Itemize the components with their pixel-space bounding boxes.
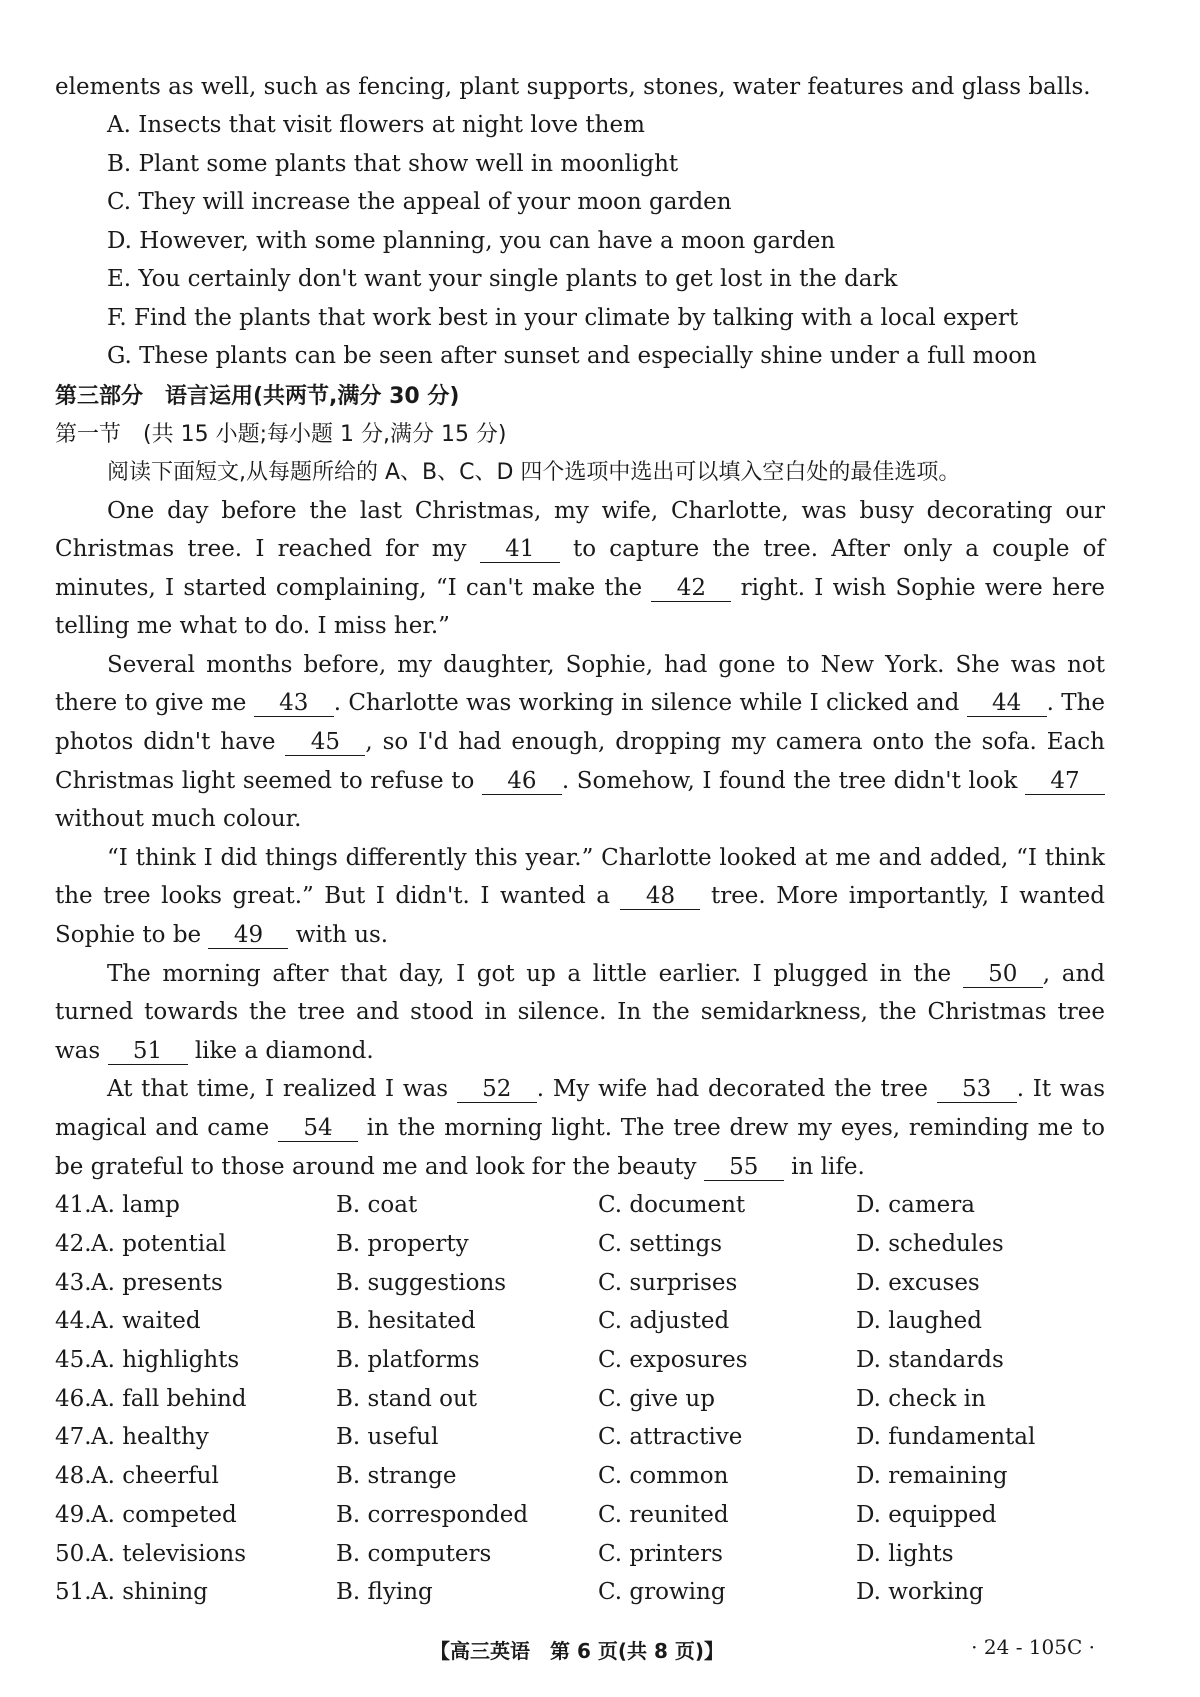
choice-c: C. printers xyxy=(598,1540,723,1567)
answer-choices xyxy=(55,1186,1105,1612)
choice-d: D. camera xyxy=(856,1192,975,1219)
blank-51: 51 xyxy=(108,1038,188,1065)
choice-a: A. lamp xyxy=(91,1192,180,1219)
choice-b: B. strange xyxy=(336,1463,457,1490)
instruction-text: 阅读下面短文,从每题所给的 A、B、C、D 四个选项中选出可以填入空白处的最佳选项。 xyxy=(107,459,961,485)
blank-43: 43 xyxy=(254,690,334,717)
choice-b: B. stand out xyxy=(336,1385,478,1412)
choice-b: B. platforms xyxy=(336,1347,480,1373)
blank-52: 52 xyxy=(457,1076,537,1103)
choice-a: A. fall behind xyxy=(91,1385,247,1412)
choice-b: B. hesitated xyxy=(336,1308,476,1335)
option-f: F. Find the plants that work best in your climate by talking with a local expert xyxy=(107,304,1019,331)
choice-d: D. standards xyxy=(856,1347,1004,1373)
choice-a: A. healthy xyxy=(91,1424,209,1451)
choice-row-42 xyxy=(55,1225,1105,1264)
blank-44: 44 xyxy=(967,690,1047,717)
option-a: A. Insects that visit flowers at night love them xyxy=(107,112,645,138)
choice-b: B. flying xyxy=(336,1579,433,1606)
question-number: 41. xyxy=(55,1192,92,1219)
option-g: G. These plants can be seen after sunset and especially shine under a full moon xyxy=(107,343,1037,369)
blank-47: 47 xyxy=(1025,768,1105,795)
question-number: 42. xyxy=(55,1230,92,1257)
choice-d: D. working xyxy=(856,1579,984,1606)
question-number: 46. xyxy=(55,1385,92,1412)
choice-row-50 xyxy=(55,1535,1105,1574)
choice-c: C. exposures xyxy=(598,1347,748,1373)
choice-a: A. potential xyxy=(91,1230,227,1257)
previous-options-list xyxy=(55,106,1105,376)
passage-paragraph-4: The morning after that day, I got up a little earlier. I plugged in the 50 , and turned towards the tree and stood in silence. In the semidarkness, the Christmas tree was 51 like a diamond. xyxy=(55,960,1105,1064)
option-b: B. Plant some plants that show well in moonlight xyxy=(107,150,679,177)
blank-41: 41 xyxy=(480,536,560,563)
passage-paragraph-1: One day before the last Christmas, my wife, Charlotte, was busy decorating our Christmas tree. I reached for my 41 to capture the tree. After only a couple of minutes, I started complaining, “I can't make the 42 right. I wish Sophie were here telling me what to do. I miss her.” xyxy=(55,497,1106,640)
choice-d: D. fundamental xyxy=(856,1424,1036,1451)
choice-d: D. check in xyxy=(856,1385,986,1412)
choice-d: D. laughed xyxy=(856,1308,982,1335)
choice-c: C. give up xyxy=(598,1385,715,1412)
question-number: 50. xyxy=(55,1540,92,1567)
question-number: 49. xyxy=(55,1501,92,1528)
choice-b: B. coat xyxy=(336,1192,418,1219)
choice-row-48 xyxy=(55,1457,1105,1496)
choice-c: C. common xyxy=(598,1463,729,1490)
blank-50: 50 xyxy=(963,961,1043,988)
passage-paragraph-3: “I think I did things differently this year.” Charlotte looked at me and added, “I think the tree looks great.” But I didn't. I wanted a 48 tree. More importantly, I wanted Sophie to be 49 with us. xyxy=(55,844,1105,949)
option-e: E. You certainly don't want your single plants to get lost in the dark xyxy=(107,266,898,292)
option-d: D. However, with some planning, you can have a moon garden xyxy=(107,227,836,254)
choice-row-46 xyxy=(55,1380,1105,1419)
passage-paragraph-2: Several months before, my daughter, Sophie, had gone to New York. She was not there to give me 43 . Charlotte was working in silence while I clicked and 44 . The photos didn't have 45 , so I'd had enough, dropping my camera onto the sofa. Each Christmas light seemed to refuse to 46 . Somehow, I found the tree didn't look 47 without much colour. xyxy=(55,651,1106,833)
part3-title: 第三部分 语言运用(共两节,满分 30 分) xyxy=(55,383,460,409)
choice-a: A. highlights xyxy=(91,1347,240,1373)
choice-c: C. attractive xyxy=(598,1424,743,1451)
question-number: 51. xyxy=(55,1579,92,1606)
footer-exam-code: · 24 - 105C · xyxy=(971,1635,1095,1659)
choice-b: B. corresponded xyxy=(336,1501,529,1528)
choice-row-49 xyxy=(55,1496,1105,1535)
blank-48: 48 xyxy=(620,883,700,910)
choice-b: B. useful xyxy=(336,1424,439,1451)
choice-row-44 xyxy=(55,1302,1105,1341)
choice-d: D. excuses xyxy=(856,1269,980,1296)
choice-c: C. reunited xyxy=(598,1501,729,1528)
choice-row-43 xyxy=(55,1264,1105,1303)
option-c: C. They will increase the appeal of your moon garden xyxy=(107,189,732,215)
blank-42: 42 xyxy=(651,575,731,602)
choice-a: A. shining xyxy=(91,1579,208,1606)
choice-a: A. televisions xyxy=(91,1540,247,1567)
question-number: 43. xyxy=(55,1269,92,1296)
blank-49: 49 xyxy=(208,922,288,949)
blank-45: 45 xyxy=(285,729,365,756)
choice-a: A. waited xyxy=(91,1308,201,1335)
question-number: 44. xyxy=(55,1308,92,1335)
blank-46: 46 xyxy=(482,768,562,795)
choice-d: D. remaining xyxy=(856,1463,1008,1490)
section1-title: 第一节 (共 15 小题;每小题 1 分,满分 15 分) xyxy=(55,421,507,447)
page-content xyxy=(55,68,1105,1612)
blank-55: 55 xyxy=(704,1154,784,1181)
choice-row-47 xyxy=(55,1418,1105,1457)
choice-c: C. growing xyxy=(598,1579,726,1606)
choice-c: C. adjusted xyxy=(598,1308,730,1335)
choice-a: A. cheerful xyxy=(91,1463,219,1490)
choice-b: B. computers xyxy=(336,1540,492,1567)
question-number: 45. xyxy=(55,1347,92,1373)
choice-b: B. suggestions xyxy=(336,1269,507,1296)
choice-d: D. equipped xyxy=(856,1501,997,1528)
footer-page-label: 【高三英语 第 6 页(共 8 页)】 xyxy=(430,1639,724,1663)
choice-d: D. schedules xyxy=(856,1230,1004,1257)
choice-d: D. lights xyxy=(856,1540,954,1567)
question-number: 47. xyxy=(55,1424,92,1451)
blank-54: 54 xyxy=(278,1115,358,1142)
blank-53: 53 xyxy=(937,1076,1017,1103)
choice-a: A. competed xyxy=(91,1501,237,1528)
page-footer xyxy=(0,1635,1200,1665)
choice-row-45 xyxy=(55,1341,1105,1380)
choice-b: B. property xyxy=(336,1230,469,1257)
question-number: 48. xyxy=(55,1463,92,1490)
passage-paragraph-5: At that time, I realized I was 52 . My wife had decorated the tree 53 . It was magical and came 54 in the morning light. The tree drew my eyes, reminding me to be grateful to those around me and look for the beauty 55 in life. xyxy=(55,1076,1106,1180)
choice-a: A. presents xyxy=(91,1269,223,1296)
choice-c: C. surprises xyxy=(598,1269,738,1296)
choice-row-51 xyxy=(55,1573,1105,1612)
choice-c: C. settings xyxy=(598,1230,722,1257)
continued-text-line: elements as well, such as fencing, plant supports, stones, water features and glass balls. xyxy=(55,74,1091,100)
choice-row-41 xyxy=(55,1186,1105,1225)
cloze-passage xyxy=(55,492,1105,1187)
choice-c: C. document xyxy=(598,1192,746,1219)
